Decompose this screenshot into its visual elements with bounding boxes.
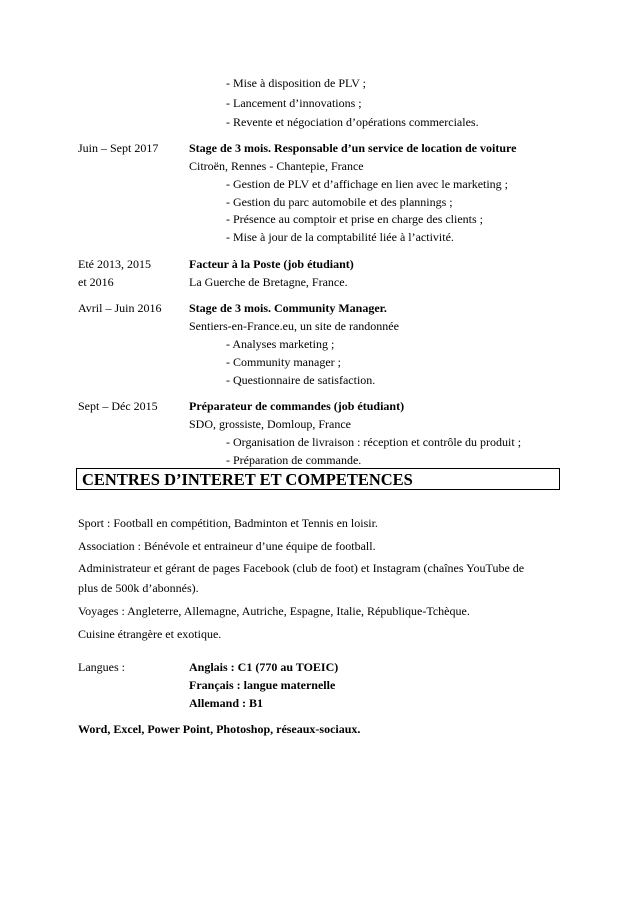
interest-line: Association : Bénévole et entraineur d’une équipe de football. [78, 539, 376, 553]
top-bullet: - Revente et négociation d’opérations commerciales. [226, 115, 479, 129]
top-bullet: - Lancement d’innovations ; [226, 96, 362, 110]
experience-bullet: - Mise à jour de la comptabilité liée à l’activité. [226, 230, 454, 244]
experience-place: Sentiers-en-France.eu, un site de randonnée [189, 319, 399, 333]
interest-line: plus de 500k d’abonnés). [78, 581, 199, 595]
experience-date: Sept – Déc 2015 [78, 399, 158, 413]
experience-bullet: - Préparation de commande. [226, 453, 362, 467]
experience-title: Stage de 3 mois. Community Manager. [189, 301, 387, 315]
experience-place: SDO, grossiste, Domloup, France [189, 417, 351, 431]
experience-bullet: - Analyses marketing ; [226, 337, 335, 351]
experience-title: Facteur à la Poste (job étudiant) [189, 257, 354, 271]
experience-date: et 2016 [78, 275, 114, 289]
interest-line: Administrateur et gérant de pages Facebook (club de foot) et Instagram (chaînes YouTube de [78, 561, 525, 575]
language-item: Français : langue maternelle [189, 678, 336, 692]
interest-line: Sport : Football en compétition, Badminton et Tennis en loisir. [78, 516, 378, 530]
experience-bullet: - Organisation de livraison : réception et contrôle du produit ; [226, 435, 522, 449]
interest-line: Cuisine étrangère et exotique. [78, 627, 222, 641]
languages-label: Langues : [78, 660, 125, 674]
software-skills: Word, Excel, Power Point, Photoshop, réseaux-sociaux. [78, 722, 361, 736]
experience-bullet: - Gestion du parc automobile et des plannings ; [226, 195, 453, 209]
interest-line: Voyages : Angleterre, Allemagne, Autriche, Espagne, Italie, République-Tchèque. [78, 604, 470, 618]
experience-bullet: - Gestion de PLV et d’affichage en lien avec le marketing ; [226, 177, 509, 191]
experience-bullet: - Présence au comptoir et prise en charge des clients ; [226, 212, 484, 226]
top-bullet: - Mise à disposition de PLV ; [226, 76, 367, 90]
experience-place: La Guerche de Bretagne, France. [189, 275, 348, 289]
experience-bullet: - Community manager ; [226, 355, 341, 369]
experience-date: Juin – Sept 2017 [78, 141, 159, 155]
section-header-box [76, 468, 560, 490]
language-item: Anglais : C1 (770 au TOEIC) [189, 660, 339, 674]
experience-date: Eté 2013, 2015 [78, 257, 151, 271]
experience-date: Avril – Juin 2016 [78, 301, 162, 315]
experience-title: Préparateur de commandes (job étudiant) [189, 399, 405, 413]
experience-place: Citroën, Rennes - Chantepie, France [189, 159, 364, 173]
experience-title: Stage de 3 mois. Responsable d’un service de location de voiture [189, 141, 517, 155]
experience-bullet: - Questionnaire de satisfaction. [226, 373, 376, 387]
language-item: Allemand : B1 [189, 696, 264, 710]
section-title: CENTRES D’INTERET ET COMPETENCES [82, 470, 413, 489]
